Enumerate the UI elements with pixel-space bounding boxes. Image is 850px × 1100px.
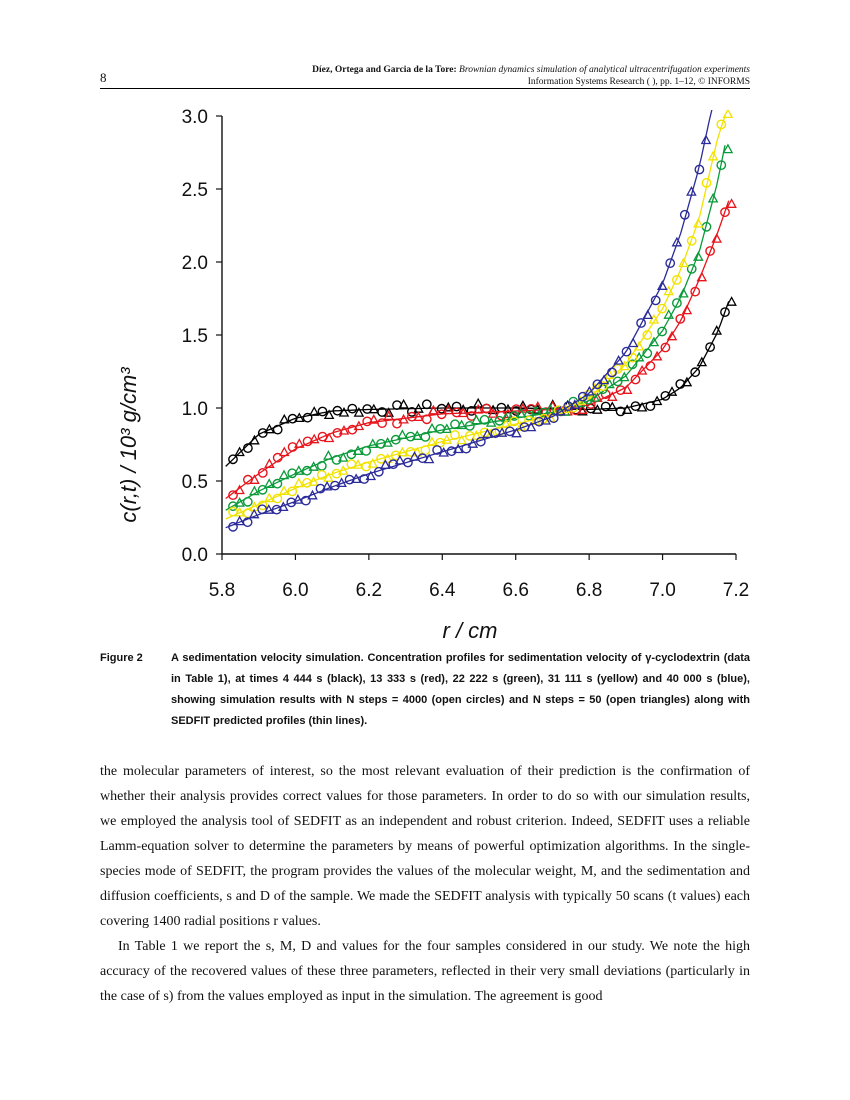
series-4 (226, 100, 725, 531)
y-tick-label: 1.0 (181, 399, 208, 420)
running-head-authors: Díez, Ortega and Garcia de la Tore: (312, 65, 457, 75)
data-point-triangle (367, 472, 375, 480)
sedfit-line (226, 100, 718, 528)
x-tick-label: 6.2 (355, 580, 383, 601)
running-head-title: Brownian dynamics simulation of analytical ultracentrifugation experiments (459, 65, 750, 75)
y-tick-label: 3.0 (181, 107, 208, 128)
figure-label: Figure 2 (100, 652, 143, 664)
data-point-triangle (698, 273, 706, 281)
y-axis-label: c(r,t) / 10³ g/cm³ (116, 367, 141, 523)
series-0 (226, 298, 736, 467)
y-tick-label: 2.5 (181, 180, 208, 201)
paragraph: the molecular parameters of interest, so the most relevant evaluation of their prediction is the confirmation of whether their analysis provides correct values for those parameters. In order to do so with our simulation results, we employed the analysis tool of SEDFIT as an independent and robust criterion. Indeed, SEDFIT uses a reliable Lamm-equation solver to determine the parameters by means of powerful optimization algorithms. In the single-species mode of SEDFIT, the program provides the values of the molecular weight, M, and the sedimentation and diffusion coefficients, s and D of the sample. We made the SEDFIT analysis with typically 50 scans (t values) each covering 1400 radial positions r values. (100, 764, 750, 929)
figure-caption (100, 648, 750, 732)
x-tick-label: 7.0 (649, 580, 676, 601)
data-point-triangle (280, 471, 288, 479)
series-3 (226, 110, 732, 519)
data-point-triangle (727, 298, 735, 306)
body-text (100, 759, 750, 1009)
paragraph: In Table 1 we report the s, M, D and values for the four samples considered in our study. We note the high accuracy of the recovered values of these three parameters, reflected in their very small deviations (particularly in the case of s) from the values employed as input in the simulation. The agreement is good (100, 939, 750, 1004)
data-point-circle (318, 407, 326, 415)
series-2 (226, 145, 732, 511)
figure (100, 100, 760, 645)
data-point-circle (710, 100, 718, 103)
data-point-circle (673, 299, 681, 307)
sedfit-line (226, 201, 729, 499)
data-point-triangle (250, 436, 258, 444)
sedfit-line (226, 116, 725, 519)
sedimentation-chart (100, 100, 760, 645)
data-point-triangle (658, 282, 666, 290)
data-point-triangle (369, 440, 377, 448)
header-rule (100, 88, 750, 89)
x-tick-label: 7.2 (722, 580, 750, 601)
data-point-triangle (724, 110, 732, 118)
data-point-circle (348, 404, 356, 412)
y-tick-label: 1.5 (181, 326, 208, 347)
x-tick-label: 6.6 (502, 580, 529, 601)
data-point-triangle (295, 440, 303, 448)
data-point-triangle (324, 451, 332, 459)
data-point-circle (244, 498, 252, 506)
data-point-triangle (683, 306, 691, 314)
y-tick-label: 0.5 (181, 472, 208, 493)
data-point-triangle (280, 415, 288, 423)
running-head-journal: Information Systems Research ( ), pp. 1–12, © INFORMS (527, 77, 750, 87)
y-tick-label: 2.0 (181, 253, 208, 274)
running-head (150, 64, 750, 88)
data-point-triangle (428, 424, 436, 432)
x-axis-label: r / cm (442, 618, 498, 643)
data-point-circle (421, 446, 429, 454)
data-point-triangle (295, 479, 303, 487)
data-point-triangle (398, 431, 406, 439)
data-point-triangle (694, 253, 702, 261)
data-point-triangle (713, 234, 721, 242)
data-point-triangle (679, 289, 687, 297)
x-tick-label: 5.8 (208, 580, 236, 601)
data-point-triangle (694, 219, 702, 227)
data-point-triangle (280, 448, 288, 456)
y-tick-label: 0.0 (181, 545, 208, 566)
page-number: 8 (100, 70, 107, 85)
x-tick-label: 6.8 (575, 580, 603, 601)
data-point-circle (378, 419, 386, 427)
data-point-triangle (629, 339, 637, 347)
data-point-circle (318, 462, 326, 470)
series-1 (226, 200, 736, 500)
figure-caption-text: A sedimentation velocity simulation. Concentration profiles for sedimentation velocity of γ-cyclodextrin (data in Table 1), at times 4 444 s (black), 13 333 s (red), 22 222 s (green), 31 111 s (yellow) and 40 000 s (blue), showing simulation results with N steps = 4000 (open circles) and N steps = 50 (open triangles) along with SEDFIT predicted profiles (thin lines). (171, 652, 750, 727)
data-point-triangle (702, 136, 710, 144)
data-point-triangle (644, 311, 652, 319)
data-point-circle (631, 375, 639, 383)
x-tick-label: 6.4 (429, 580, 456, 601)
x-tick-label: 6.0 (282, 580, 309, 601)
data-point-triangle (235, 448, 243, 456)
data-point-circle (423, 400, 431, 408)
